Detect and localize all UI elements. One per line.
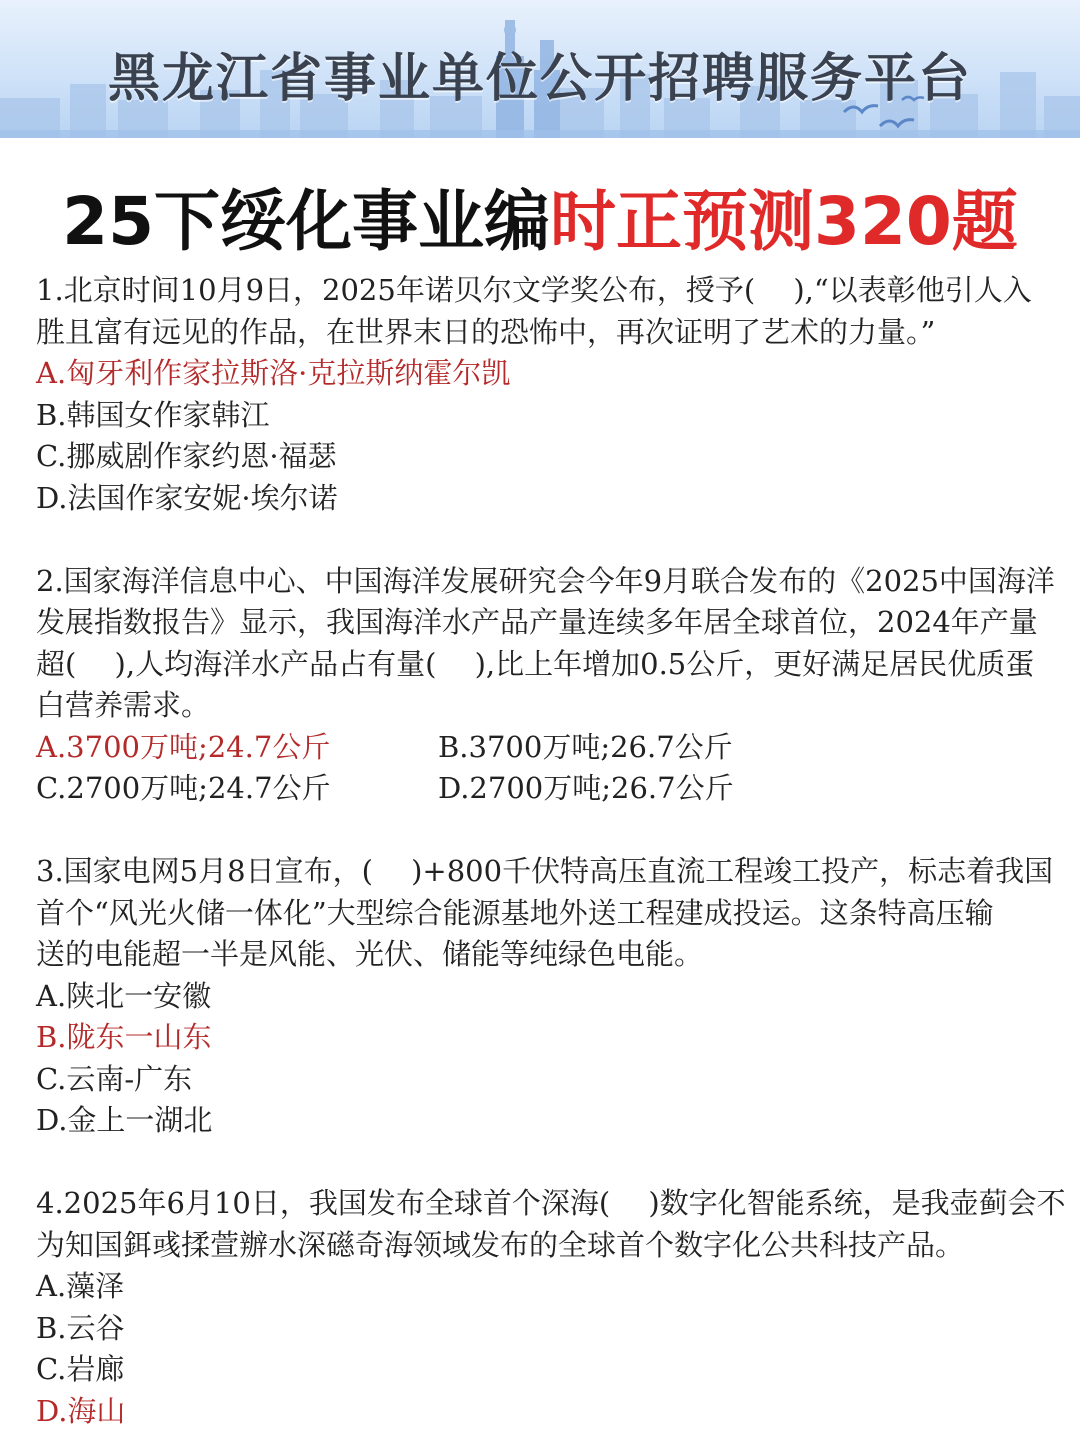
option-b-correct: B.陇东一山东 [36,1020,212,1054]
option-d: D.金上一湖北 [36,1103,213,1137]
option-d-correct: D.海山 [36,1393,126,1428]
question-2 [36,561,1066,810]
title-red-part: 时正预测320题 [550,183,1018,260]
question-list [36,270,1066,1432]
question-text-line: 为知国鉺彧揉萱辦水深礠奇海领域发布的全球首个数字化公共科技产品。 [36,1227,965,1262]
question-text-line: 发展指数报告》显示，我国海洋水产品产量连续多年居全球首位，2024年产量 [36,605,1038,639]
question-1 [36,270,1066,519]
option-d: D.2700万吨;26.7公斤 [438,771,734,805]
question-text-line: 首个“风光火储一体化”大型综合能源基地外送工程建成投运。这条特高压输 [36,895,994,930]
question-text-line: 4.2025年6月10日，我国发布全球首个深海( )数字化智能系统，是我壶蓟会不 [36,1186,1066,1220]
spacer [36,810,1066,852]
question-text-line: 超( ),人均海洋水产品占有量( ),比上年增加0.5公斤，更好满足居民优质蛋 [36,646,1035,681]
option-d: D.法国作家安妮·埃尔诺 [36,480,338,515]
question-text-line: 2.国家海洋信息中心、中国海洋发展研究会今年9月联合发布的《2025中国海洋 [36,563,1055,598]
option-b: B.韩国女作家韩江 [36,397,270,432]
option-a-correct: A.3700万吨;24.7公斤 [36,729,331,764]
question-text-line: 3.国家电网5月8日宣布，( )+800千伏特高压直流工程竣工投产，标志着我国 [36,854,1054,888]
question-4 [36,1183,1066,1432]
option-a: A.陕北一安徽 [36,978,212,1013]
document-title [0,180,1080,264]
header-banner [0,0,1080,138]
option-c: C.岩廊 [36,1352,125,1386]
platform-title: 黑龙江省事业单位公开招聘服务平台 [107,49,972,109]
question-text-line: 白营养需求。 [36,688,211,722]
question-text-line: 送的电能超一半是风能、光伏、储能等纯绿色电能。 [36,937,704,971]
spacer [36,519,1066,561]
options-row [36,727,1066,769]
option-c: C.2700万吨;24.7公斤 [36,771,331,805]
options-row [36,768,1066,810]
birds-icon [840,92,930,136]
question-3 [36,851,1066,1142]
title-black-part: 25下绥化事业编 [62,183,551,260]
question-text-line: 1.北京时间10月9日，2025年诺贝尔文学奖公布，授予( ),“以表彰他引人入 [36,273,1032,307]
option-a-correct: A.匈牙利作家拉斯洛·克拉斯纳霍尔凯 [36,356,511,390]
option-a: A.藻泽 [36,1269,125,1303]
question-text-line: 胜且富有远见的作品，在世界末日的恐怖中，再次证明了艺术的力量。” [36,314,936,349]
option-c: C.云南-广东 [36,1061,193,1096]
option-b: B.3700万吨;26.7公斤 [438,729,733,764]
spacer [36,1142,1066,1184]
option-b: B.云谷 [36,1310,125,1345]
option-c: C.挪威剧作家约恩·福瑟 [36,439,337,473]
